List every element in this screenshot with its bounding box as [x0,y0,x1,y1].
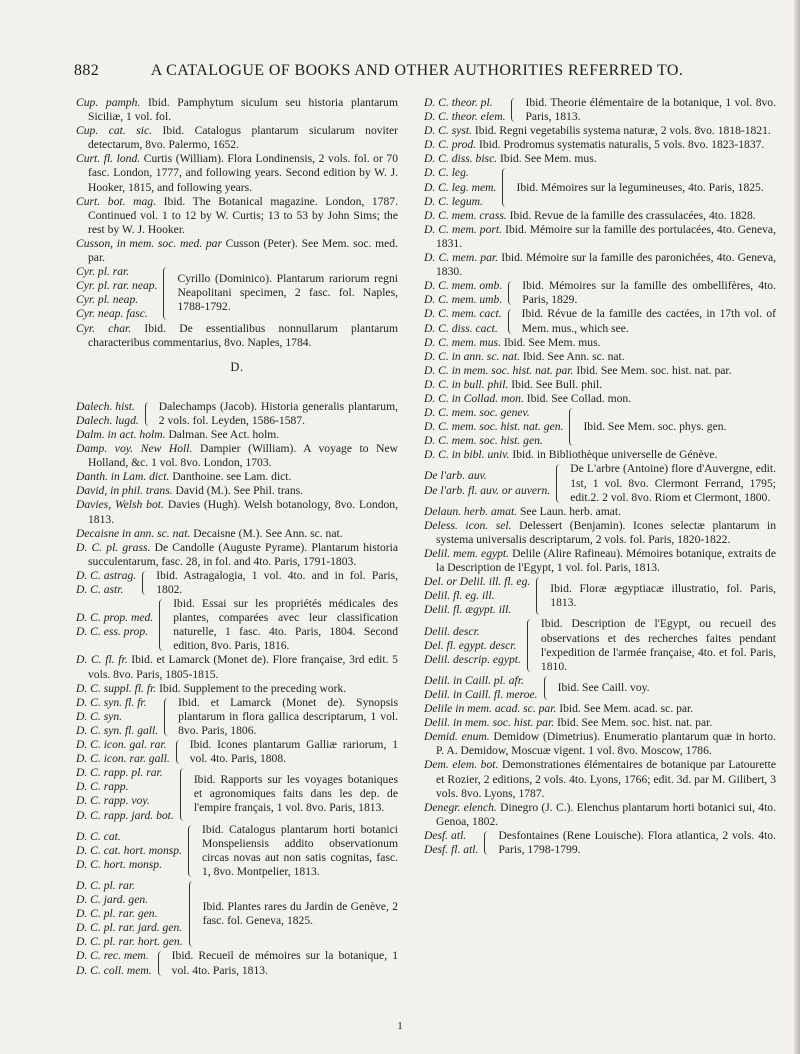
entry [424,758,776,800]
entry [76,427,398,442]
entry [424,335,776,350]
entry-text: Ibid. Revue de la famille des crassulacées, 4to. 1828. [509,208,756,222]
brace-text: Ibid. Rapports sur les voyages botaniques et agronomiques faits dans les dep. de l'empire français, 1 vol. 8vo. Paris, 1813. [193,773,398,815]
brace-group [76,823,398,879]
brace-text: Ibid. Recueil de mémoires sur la botanique, 1 vol. 4to. Paris, 1813. [171,949,398,977]
brace-abbrs [424,625,521,667]
brace-abbrs [76,265,157,321]
entry [424,800,776,829]
abbr-line: Del. or Delil. ill. fl. eg. [424,575,531,589]
entry-text: Ibid. De essentialibus nonnullarum plantarum characteribus commentarius, 8vo. Naples, 1784. [88,321,398,349]
entry-abbr: Delil. in mem. soc. hist. par. [424,716,555,730]
abbr-line: D. C. mem. soc. hist. nat. gen. [424,420,564,434]
abbr-line: D. C. pl. rar. jard. gen. [76,921,183,935]
brace-abbrs [76,766,174,822]
entry [424,716,776,730]
brace [180,768,188,820]
brace-text: Ibid. et Lamarck (Monet de). Synopsis plantarum in flora gallica descriptarum, 1 vol. 8vo. Paris, 1806. [178,695,398,737]
brace-group [424,406,776,448]
entry-abbr: Cyr. char. [76,321,132,335]
entry-abbr: D. C. pl. grass. [76,540,151,554]
entry-text: Ibid. Prodromus systematis naturalis, 5 vols. 8vo. 1823-1837. [478,138,765,152]
brace-text: Ibid. Essai sur les propriétés médicales des plantes, comparées avec leur classification naturelle, 1 fasc. 4to. Paris, 1804. Second edition, 8vo. Paris, 1816. [173,597,398,653]
entry [76,526,398,541]
abbr-line: D. C. mem. soc. hist. gen. [424,434,543,448]
entry [76,498,399,526]
entry-text: Delessert (Benjamin). Icones selectæ plantarum in systema universalis descriptarum, 2 vols. fol. Paris, 1820-1822. [436,518,777,546]
entry [424,138,776,152]
page-number: 882 [74,62,100,79]
brace [176,740,184,764]
entry-abbr: D. C. mem. port. [424,222,503,236]
abbr-line: De l'arb. fl. auv. or auvern. [424,483,551,497]
brace-group [76,949,398,977]
abbr-line: D. C. prop. med. [76,611,154,625]
entry-text: Ibid. See Mem. soc. hist. nat. par. [576,363,732,377]
brace-group [76,766,398,822]
brace-group [76,569,398,597]
entry-text: Ibid. Catalogus plantarum sicularum noviter detectarum, 8vo. Palermo, 1652. [88,124,398,152]
abbr-line: D. C. mem. omb. [424,279,503,293]
abbr-line: D. C. icon. gal. rar. [76,738,167,752]
entry [76,484,398,498]
entry [76,236,398,265]
entry [424,448,776,462]
brace-text: Dalechamps (Jacob). Historia generalis plantarum, 2 vols. fol. Leyden, 1586-1587. [158,399,398,427]
entry-abbr: D. C. mem. par. [424,251,499,265]
entry [424,504,776,519]
brace [556,464,564,502]
abbr-line: Dalech. hist. [76,399,135,413]
brace-abbrs [424,469,550,497]
abbr-line: D. C. syn. fl. fr. [76,695,147,709]
brace [142,571,150,595]
entry [424,377,776,392]
entry [76,653,398,681]
brace-group [76,696,398,738]
abbr-line: D. C. rapp. voy. [76,794,150,808]
entry-text: Delile (Alire Rafineau). Mémoires botanique, extraits de la Description de l'Egypt, 1 vol. fol. Paris, 1813. [436,547,777,575]
abbr-line: D. C. syn. [76,709,123,723]
entry-abbr: D. C. syst. [424,124,472,138]
entry-text: Ibid. See Bull. phil. [511,377,603,391]
right-column [424,96,776,857]
entry [424,349,776,364]
brace [536,577,544,615]
entry-abbr: Davies, Welsh bot. [76,498,164,512]
brace-group [76,597,398,653]
entry [424,222,776,251]
abbr-line: Desf. fl. atl. [424,842,479,856]
abbr-line: D. C. rapp. jard. bot. [76,808,174,822]
entry-abbr: Dem. elem. bot. [424,758,499,772]
entry-abbr: D. C. in ann. sc. nat. [424,349,520,363]
abbr-line: D. C. cat. hort. monsp. [76,843,182,857]
brace [569,408,577,446]
brace-abbrs [424,575,530,617]
abbr-line: Cyr. pl. neap. [76,293,139,307]
brace-abbrs [424,96,505,124]
abbr-line: D. C. cat. [76,829,121,843]
brace-abbrs [424,279,502,307]
entry [76,96,398,124]
abbr-line: Desf. atl. [424,828,467,842]
entry-abbr: Decaisne in ann. sc. nat. [76,526,191,540]
abbr-line: Dalech. lugd. [76,413,139,427]
entry-abbr: Cusson, in mem. soc. med. par [76,236,222,250]
entry-abbr: Delile in mem. acad. sc. par. [424,702,557,716]
entry [424,730,776,758]
abbr-line: Delil. in Caill. fl. meroe. [424,687,538,701]
brace-text: Ibid. Floræ ægyptiacæ illustratio, fol. Paris, 1813. [550,582,776,610]
entry-abbr: D. C. prod. [424,138,477,152]
brace-text: Ibid. Description de l'Egypt, ou recueil des observations et des recherches faites pendant l'expedition de l'armée française, 4to. et fol. Paris, 1810. [540,617,776,673]
brace-abbrs [76,400,139,428]
brace-text: Desfontaines (Rene Louische). Flora atlantica, 2 vols. 4to. Paris, 1798-1799. [498,828,776,856]
entry [76,321,398,350]
abbr-line: D. C. ess. prop. [76,625,149,639]
entry-abbr: D. C. in Collad. mon. [424,391,524,405]
abbr-line: D. C. theor. elem. [424,110,506,124]
brace [527,619,535,671]
abbr-line: D. C. mem. cact. [424,307,502,321]
abbr-line: D. C. theor. pl. [424,96,493,109]
entry [76,194,398,237]
brace-text: Ibid. Catalogus plantarum horti botanici Monspeliensis addito observationum circas novas aut non satis cognitas, fasc. 1, 8vo. Montpelier, 1813. [201,822,398,878]
abbr-line: D. C. astrag. [76,568,137,582]
entry [76,540,398,569]
entry-text: Dinegro (J. C.). Elenchus plantarum horti botanici sui, 4to. Genoa, 1802. [436,800,776,828]
entry [424,363,776,378]
entry-abbr: Danth. in Lam. dict. [76,470,170,484]
brace-text: Ibid. Icones plantarum Galliæ rariorum, 1 vol. 4to. Paris, 1808. [189,738,398,766]
brace-abbrs [76,696,158,738]
abbr-line: D. C. leg. [424,166,469,180]
abbr-line: D. C. astr. [76,583,124,596]
abbr-line: D. C. mem. umb. [424,293,503,307]
entry-text: Ibid. The Botanical magazine. London, 1787. Continued vol. 1 to 12 by W. Curtis; 13 to 53 by John Sims; the rest by W. J. Hooker. [88,194,398,236]
abbr-line: De l'arb. auv. [424,469,487,483]
brace-abbrs [76,830,182,872]
entry-text: Ibid. in Bibliothèque universelle de Génève. [512,448,718,462]
entry-text: Ibid. Regni vegetabilis systema naturæ, 2 vols. 8vo. 1818-1821. [474,124,771,138]
entry-abbr: Cup. cat. sic. [76,124,153,138]
brace-group [76,879,398,949]
abbr-line: D. C. rapp. pl. rar. [76,766,163,780]
abbr-line: D. C. pl. rar. gen. [76,907,158,921]
abbr-line: Delil. fl. ægypt. ill. [424,603,512,617]
entry-text: Dalman. See Act. holm. [168,427,280,441]
abbr-line: D. C. mem. soc. genev. [424,406,530,420]
entry-abbr: D. C. mem. mus. [424,335,501,349]
brace [502,168,510,206]
abbr-line: Del. fl. egypt. descr. [424,638,517,652]
entry-text: De Candolle (Auguste Pyrame). Plantarum historia succulentarum, fasc. 28, in fol. and 4to. Paris, 1791-1803. [88,540,398,568]
brace-group [424,674,776,702]
brace-abbrs [76,611,153,639]
entry-text: Demonstrationes élémentaires de botanique par Latourette et Rozier, 2 editions, 2 vols. 4to. Lyons, 1766; edit. 3d. par M. Gilibert, 3 vols. 8vo. Lyons, 1787. [436,758,776,800]
brace-abbrs [424,829,478,857]
entry-text: Ibid. Mémoire sur la famille des paronichées, 4to. Geneva, 1830. [436,251,776,279]
brace-group [76,400,398,428]
entry-text: Decaisne (M.). See Ann. sc. nat. [193,526,343,540]
brace-abbrs [76,879,183,949]
brace [189,881,197,947]
abbr-line: Delil. in Caill. pl. afr. [424,673,524,687]
brace-text: Ibid. Astragalogia, 1 vol. 4to. and in fol. Paris, 1802. [156,568,398,596]
entry [424,124,776,138]
brace-group [424,462,776,504]
entry-abbr: Demid. enum. [424,730,490,744]
entry-abbr: D. C. mem. crass. [424,208,507,222]
brace-abbrs [76,949,152,977]
entry-text: Ibid. See Mem. mus. [503,335,601,349]
abbr-line: D. C. diss. cact. [424,321,498,335]
brace [511,98,519,122]
entry [424,152,776,166]
abbr-line: Delil. descr. [424,624,480,638]
entry-abbr: D. C. in bull. phil. [424,377,509,391]
entry [76,442,398,470]
entry-abbr: Cup. pamph. [76,96,141,109]
entry [424,391,776,406]
entry-text: Curtis (William). Flora Londinensis, 2 vols. fol. or 70 fasc. London, 1777, and following years. Second edition by W. J. Hooker, 1815, and following years. [88,152,399,194]
brace [164,698,172,736]
entry-abbr: Delil. mem. egypt. [424,547,510,560]
entry-text: Danthoine. see Lam. dict. [172,470,292,484]
brace-text: De L'arbre (Antoine) flore d'Auvergne, edit. 1st, 1 vol. 8vo. Clermont Ferrand, 1795; edit.2. 2 vol. 8vo. Riom et Clermont, 1800. [570,462,776,504]
brace-abbrs [76,738,170,766]
entry-text: Ibid. See Collad. mon. [526,391,632,405]
entry-text: David (M.). See Phil. trans. [175,484,304,498]
entry [76,152,399,194]
brace-text: Ibid. Révue de la famille des cactées, in 17th vol. of Mem. mus., which see. [521,307,776,335]
brace-group [424,829,776,857]
abbr-line: D. C. icon. rar. gall. [76,752,170,766]
entry-abbr: D. C. diss. bisc. [424,152,498,166]
abbr-line: Cyr. neap. fasc. [76,307,148,321]
brace-text: Ibid. See Caill. voy. [557,680,650,694]
entry-text: Cusson (Peter). See Mem. soc. med. par. [88,236,398,265]
entry-abbr: Curt. bot. mag. [76,194,157,208]
entry-abbr: Damp. voy. New Holl. [76,442,193,456]
entry-text: Ibid. Supplement to the preceding work. [159,681,347,695]
entry [424,251,776,279]
entry-abbr: David, in phil. trans. [76,484,173,498]
entry [76,470,398,484]
entry-text: Ibid. See Ann. sc. nat. [522,349,625,363]
entry [424,518,777,547]
abbr-line: D. C. syn. fl. gall. [76,723,159,737]
abbr-line: D. C. pl. rar. [76,878,135,892]
left-column [76,96,398,978]
brace [484,831,492,855]
brace [508,309,516,333]
entry-text: Ibid. See Mem. mus. [500,152,597,166]
brace [163,267,171,319]
abbr-line: Cyr. pl. rar. neap. [76,279,158,293]
brace-abbrs [424,406,563,448]
entry-text: Ibid. See Mem. soc. hist. nat. par. [557,716,713,730]
brace [159,599,167,651]
abbr-line: D. C. hort. monsp. [76,857,162,871]
brace-text: Ibid. Theorie élémentaire de la botanique, 1 vol. 8vo. Paris, 1813. [525,96,776,124]
entry-abbr: Delaun. herb. amat. [424,504,518,518]
brace-abbrs [424,674,538,702]
brace-group [424,575,776,617]
brace [188,825,196,877]
brace-abbrs [424,166,496,208]
brace [508,281,516,305]
brace [158,951,166,975]
entry-abbr: D. C. in mem. soc. hist. nat. par. [424,363,574,377]
brace [544,676,552,700]
brace-group [76,265,398,321]
entry-text: Dampier (William). A voyage to New Holland, &c. 1 vol. 8vo. London, 1703. [88,442,398,470]
brace-text: Ibid. Mémoires sur la legumineuses, 4to. Paris, 1825. [516,180,764,194]
brace-text: Cyrillo (Dominico). Plantarum rariorum regni Neapolitani specimen, 2 fasc. fol. Naples, 1788-1792. [177,272,398,314]
brace-group [424,279,776,307]
abbr-line: D. C. legum. [424,194,483,208]
brace-text: Ibid. See Mem. soc. phys. gen. [583,420,727,434]
page-edge [794,0,800,1054]
entry [424,208,776,223]
running-title: A CATALOGUE OF BOOKS AND OTHER AUTHORITIES REFERRED TO. [150,62,684,79]
entry-abbr: Deless. icon. sel. [424,518,512,532]
entry [424,702,776,716]
brace-group [424,307,776,335]
abbr-line: Delil. descrip. egypt. [424,652,521,666]
brace-group [424,617,776,673]
entry-text: Ibid. et Lamarck (Monet de). Flore française, 3rd edit. 5 vols. 8vo. Paris, 1805-1815. [88,653,398,681]
entry-text: Ibid. See Mem. acad. sc. par. [559,702,694,716]
page-header [74,62,760,84]
entry-text: Ibid. Pamphytum siculum seu historia plantarum Siciliæ, 1 vol. fol. [88,96,398,124]
entry-abbr: Dalm. in act. holm. [76,427,166,441]
entry-abbr: Denegr. elench. [424,800,497,814]
signature-mark: 1 [397,1020,403,1032]
entry [76,124,398,152]
brace-text: Ibid. Mémoires sur la famille des ombellifères, 4to. Paris, 1829. [522,279,776,307]
entry-text: Ibid. Mémoire sur la famille des portulacées, 4to. Geneva, 1831. [436,222,776,250]
entry-abbr: D. C. fl. fr. [76,653,128,667]
entry [424,547,777,575]
brace-group [424,166,776,208]
brace-group [76,738,398,766]
abbr-line: Cyr. pl. rar. [76,265,130,279]
abbr-line: D. C. rec. mem. [76,949,149,963]
brace-group [424,96,776,124]
abbr-line: Delil. fl. eg. ill. [424,589,495,603]
brace-text: Ibid. Plantes rares du Jardin de Genève, 2 fasc. fol. Geneva, 1825. [202,900,398,928]
abbr-line: D. C. leg. mem. [424,180,497,194]
entry-text: See Laun. herb. amat. [519,504,622,518]
brace-abbrs [424,307,502,335]
brace [145,402,153,426]
entry-abbr: D. C. in bibl. univ. [424,448,510,462]
entry-text: Demidow (Dimetrius). Enumeratio plantarum quæ in horto. P. A. Demidow, Moscuæ vigent. 1 vol. 8vo. Moscow, 1786. [436,730,776,758]
entry-abbr: D. C. suppl. fl. fr. [76,681,157,695]
entry [76,681,398,696]
abbr-line: D. C. coll. mem. [76,963,152,977]
entry-text: Davies (Hugh). Welsh botanology, 8vo. London, 1813. [88,498,399,526]
abbr-line: D. C. pl. rar. hort. gen. [76,935,183,949]
abbr-line: D. C. jard. gen. [76,893,149,907]
brace-abbrs [76,569,136,597]
section-heading: D. [230,359,244,374]
entry-abbr: Curt. fl. lond. [76,152,141,166]
abbr-line: D. C. rapp. [76,780,129,794]
